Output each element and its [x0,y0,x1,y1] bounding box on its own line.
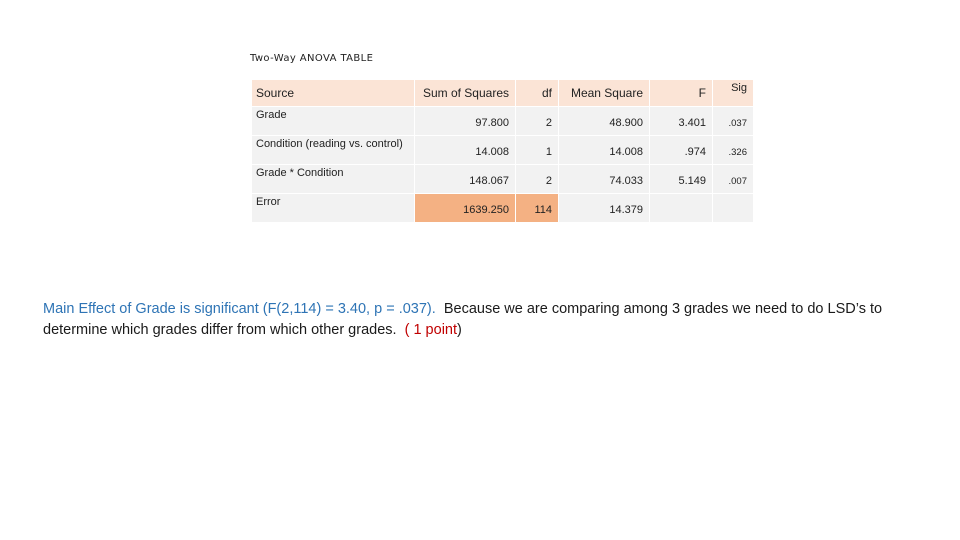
header-sum-of-squares: Sum of Squares [415,80,515,106]
table-caption: Two-Way ANOVA TABLE [250,53,374,64]
header-source: Source [252,80,414,106]
row-df: 114 [516,194,558,222]
header-row [252,80,753,106]
header-df: df [516,80,558,106]
row-mean-square: 14.379 [559,194,649,222]
row-f: .974 [650,136,712,164]
row-sig: .326 [713,136,753,164]
row-source: Error [252,194,414,222]
table-row [252,194,753,222]
row-source: Grade * Condition [252,165,414,193]
note-paren-open: ( [404,321,414,338]
row-sum-of-squares: 97.800 [415,107,515,135]
row-sig: .037 [713,107,753,135]
row-mean-square: 48.900 [559,107,649,135]
row-f [650,194,712,222]
row-sig [713,194,753,222]
header-mean-square: Mean Square [559,80,649,106]
row-sig: .007 [713,165,753,193]
row-source: Grade [252,107,414,135]
note-main-effect: Main Effect of Grade is significant (F(2,114) = 3.40, p = .037). [43,300,436,317]
explanation-note [43,299,923,341]
row-sum-of-squares: 148.067 [415,165,515,193]
header-sig: Sig [713,80,753,106]
table-row [252,136,753,164]
row-sum-of-squares: 1639.250 [415,194,515,222]
row-mean-square: 14.008 [559,136,649,164]
row-df: 2 [516,165,558,193]
table-row [252,165,753,193]
header-f: F [650,80,712,106]
row-df: 2 [516,107,558,135]
row-source: Condition (reading vs. control) [252,136,414,164]
table-row [252,107,753,135]
row-f: 5.149 [650,165,712,193]
row-sum-of-squares: 14.008 [415,136,515,164]
row-df: 1 [516,136,558,164]
anova-table [251,79,754,223]
note-paren-close: ) [457,321,462,338]
row-f: 3.401 [650,107,712,135]
row-mean-square: 74.033 [559,165,649,193]
note-points: 1 point [413,321,458,338]
note-lsd: Because we are comparing among 3 grades we need to do LSD’s to determine which grades differ from which other grades. [43,300,883,338]
